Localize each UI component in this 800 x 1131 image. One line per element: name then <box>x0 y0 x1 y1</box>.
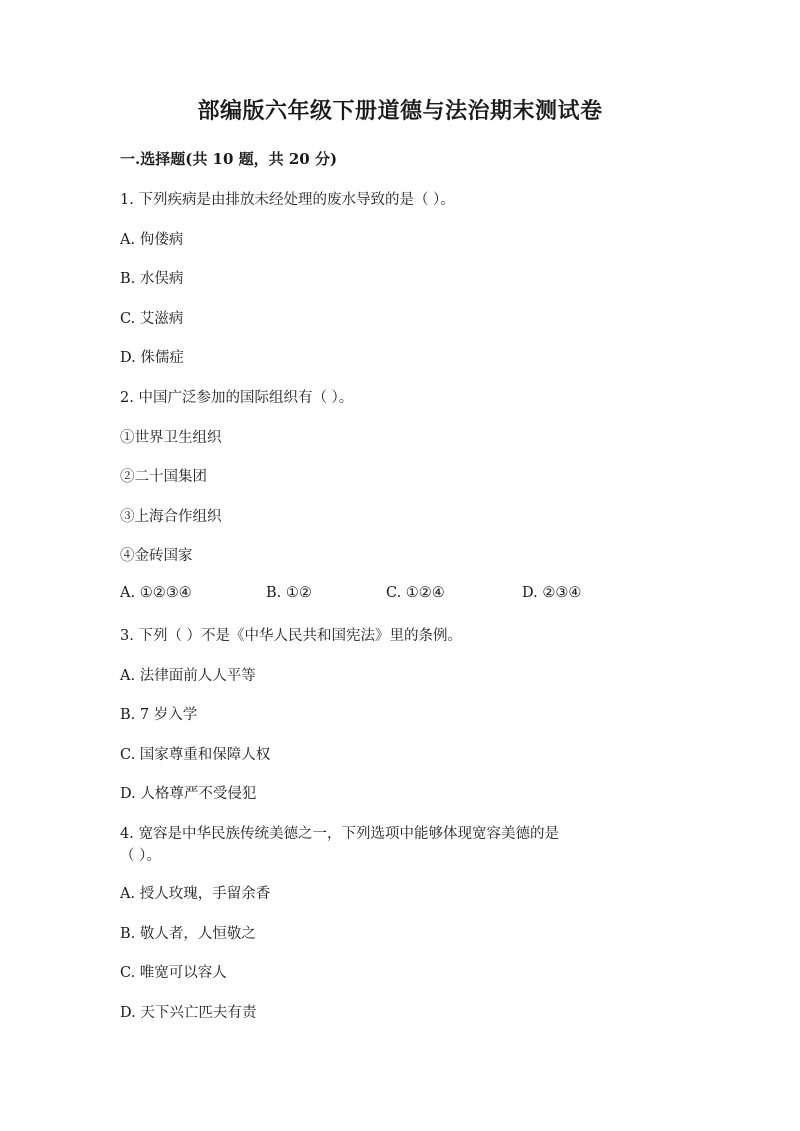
question-4-option-a: A. 授人玫瑰，手留余香 <box>120 886 271 902</box>
question-4-option-c: C. 唯宽可以容人 <box>120 965 227 981</box>
question-4-option-b: B. 敬人者，人恒敬之 <box>120 926 256 942</box>
question-3-stem: 3. 下列（ ）不是《中华人民共和国宪法》里的条例。 <box>120 628 463 644</box>
question-1-option-c: C. 艾滋病 <box>120 311 184 327</box>
question-3-option-c: C. 国家尊重和保障人权 <box>120 747 271 763</box>
question-2-options-row <box>120 585 680 607</box>
question-2-option-c: C. ①②④ <box>386 585 445 601</box>
question-3-option-b: B. 7 岁入学 <box>120 707 198 723</box>
section-heading: 一.选择题(共 10 题，共 20 分) <box>120 150 338 168</box>
question-1-option-a: A. 佝偻病 <box>120 232 184 248</box>
question-2-option-a: A. ①②③④ <box>120 585 192 601</box>
question-1-option-b: B. 水俣病 <box>120 271 184 287</box>
question-2-item-3: ③上海合作组织 <box>120 509 222 525</box>
question-3-option-d: D. 人格尊严不受侵犯 <box>120 786 257 802</box>
question-2-option-d: D. ②③④ <box>522 585 582 601</box>
exam-title: 部编版六年级下册道德与法治期末测试卷 <box>197 98 603 124</box>
question-2-item-1: ①世界卫生组织 <box>120 430 222 446</box>
question-1-stem: 1. 下列疾病是由排放未经处理的废水导致的是（ ）。 <box>120 192 455 208</box>
question-3-option-a: A. 法律面前人人平等 <box>120 668 256 684</box>
question-2-option-b: B. ①② <box>266 585 312 601</box>
question-4-option-d: D. 天下兴亡匹夫有责 <box>120 1005 257 1021</box>
question-2-item-4: ④金砖国家 <box>120 548 193 564</box>
question-2-item-2: ②二十国集团 <box>120 469 207 485</box>
question-4-stem-line-1: 4. 宽容是中华民族传统美德之一，下列选项中能够体现宽容美德的是 <box>120 826 559 842</box>
question-2-stem: 2. 中国广泛参加的国际组织有（ ）。 <box>120 390 354 406</box>
question-1-option-d: D. 侏儒症 <box>120 350 184 366</box>
question-4-stem-line-2: （ ）。 <box>120 848 161 864</box>
